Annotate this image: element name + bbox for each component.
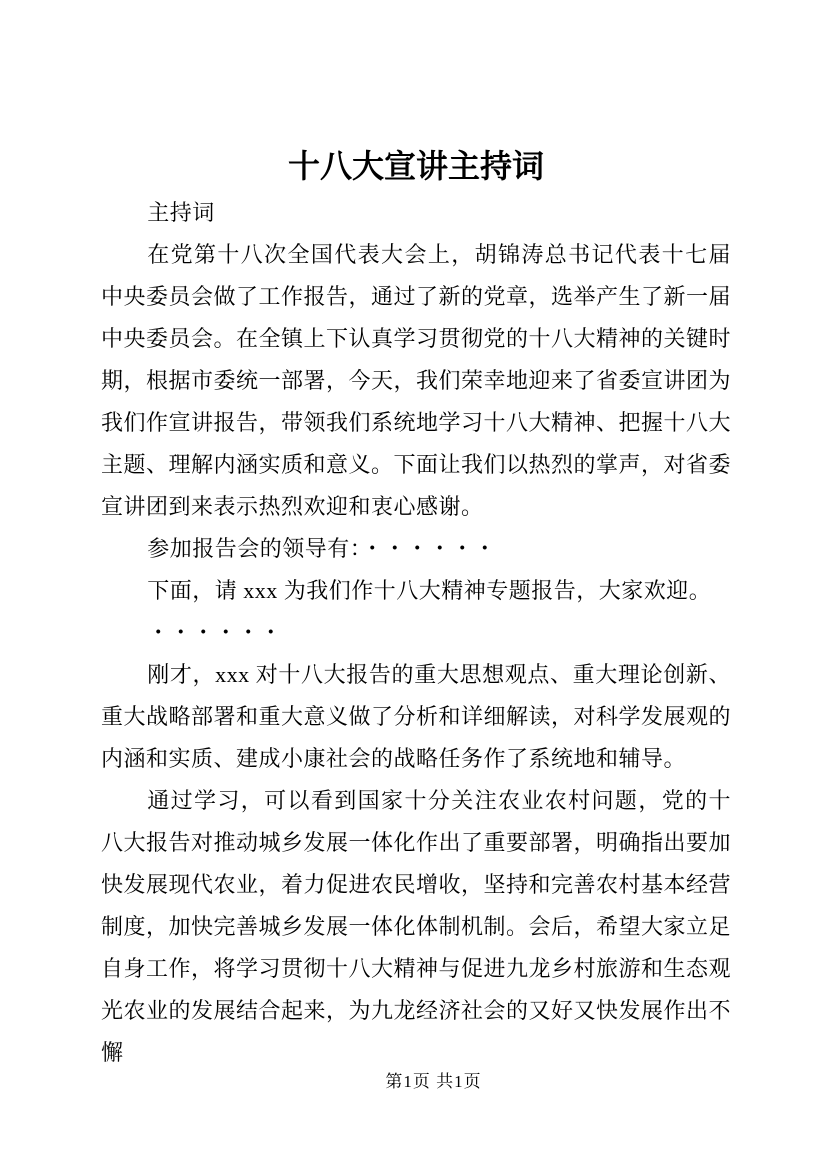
- document-title: 十八大宣讲主持词: [287, 148, 544, 184]
- paragraph-invite: 下面，请 xxx 为我们作十八大精神专题报告，大家欢迎。: [147, 578, 712, 603]
- paragraph-subtitle: 主持词: [147, 200, 215, 225]
- paragraph-conclusion: 通过学习，可以看到国家十分关注农业农村问题，党的十八大报告对推动城乡发展一体化作出了重要部署，明确指出要加快发展现代农业，着力促进农民增收，坚持和完善农村基本经营制度，加快完善城乡发展一体化体制机制。会后，希望大家立足自身工作，将学习贯彻十八大精神与促进九龙乡村旅游和生态观光农业的发展结合起来，为九龙经济社会的又好又快发展作出不懈: [101, 788, 732, 1065]
- page-footer: [0, 1072, 827, 1092]
- document-content: [101, 140, 731, 1074]
- paragraph-leaders: 参加报告会的领导有：・・・・・・: [147, 536, 497, 561]
- paragraph-summary: 刚才，xxx 对十八大报告的重大思想观点、重大理论创新、重大战略部署和重大意义做了分析和详细解读，对科学发展观的内涵和实质、建成小康社会的战略任务作了系统地和辅导。: [101, 662, 732, 771]
- paragraph-intro: 在党第十八次全国代表大会上，胡锦涛总书记代表十七届中央委员会做了工作报告，通过了新的党章，选举产生了新一届中央委员会。在全镇上下认真学习贯彻党的十八大精神的关键时期，根据市委统一部署，今天，我们荣幸地迎来了省委宣讲团为我们作宣讲报告，带领我们系统地学习十八大精神、把握十八大主题、理解内涵实质和意义。下面让我们以热烈的掌声，对省委宣讲团到来表示热烈欢迎和衷心感谢。: [101, 242, 732, 519]
- paragraph-ellipsis: ・・・・・・: [147, 620, 283, 645]
- page-number-text: 第1页 共1页: [385, 1072, 482, 1091]
